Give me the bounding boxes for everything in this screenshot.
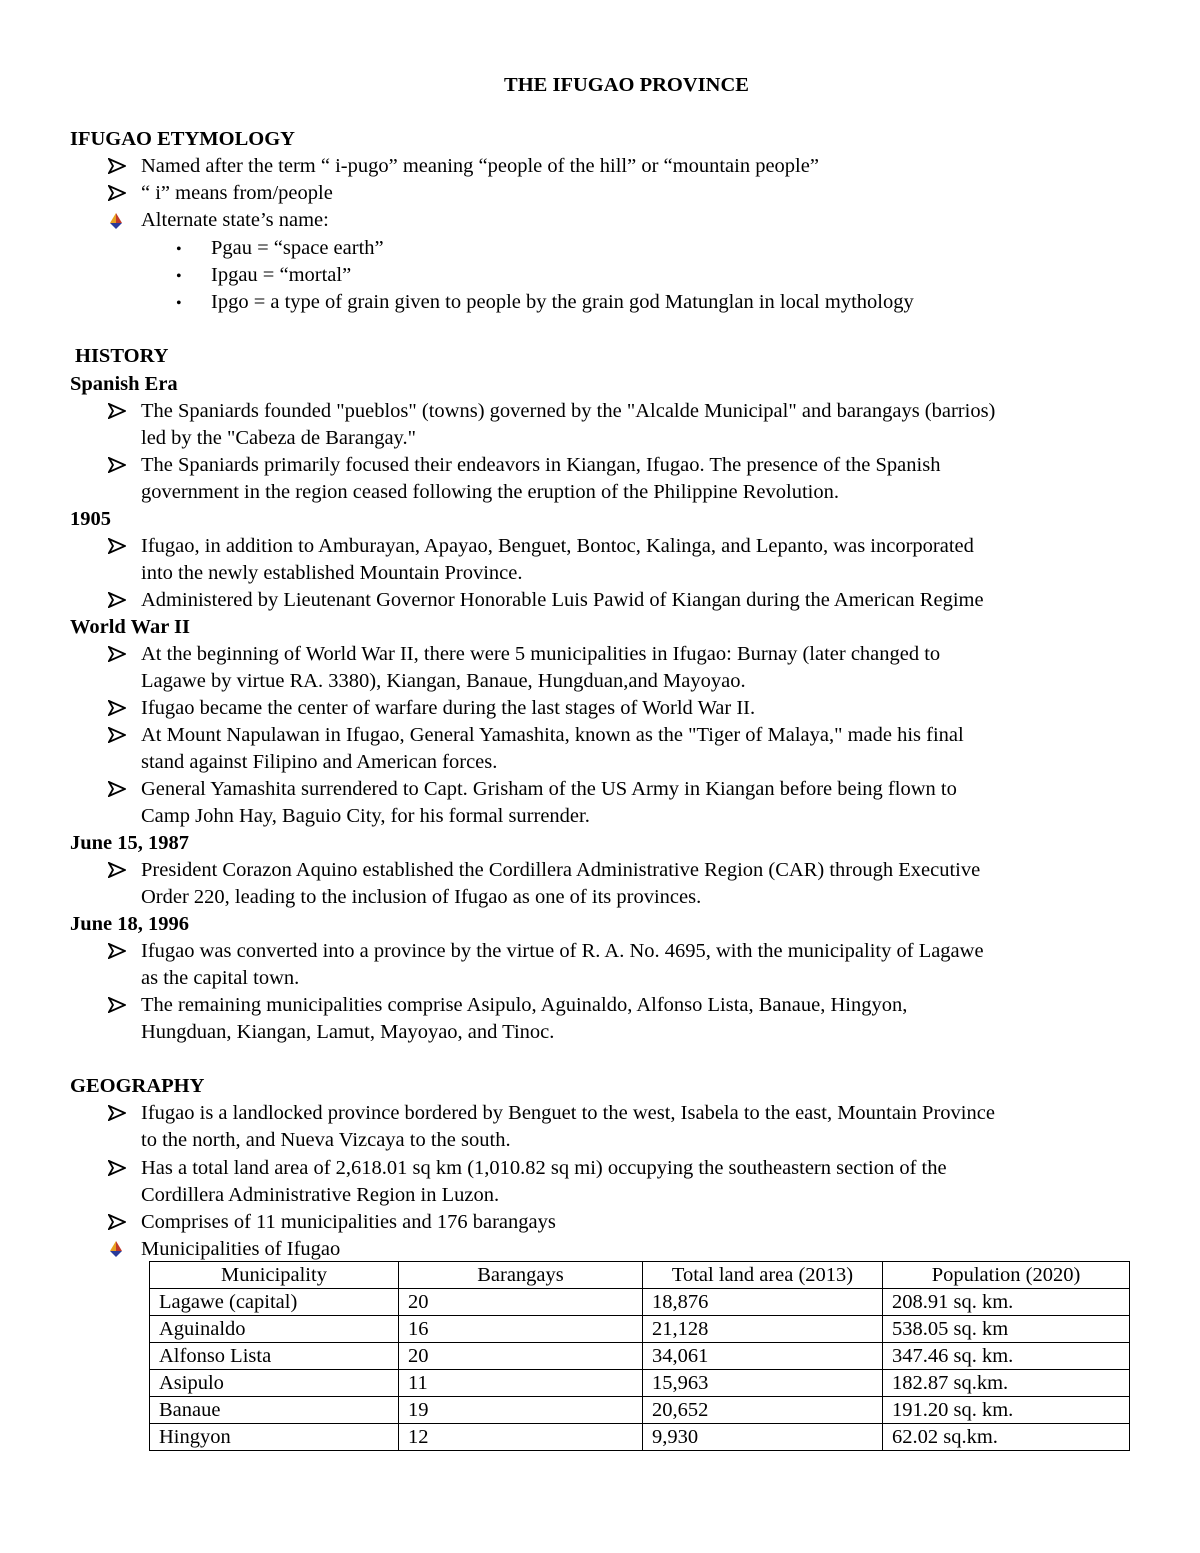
alternate-name-label: Alternate state’s name: (141, 209, 329, 231)
table-cell: 11 (399, 1370, 643, 1397)
history-line: Lagawe by virtue RA. 3380), Kiangan, Banaue, Hungduan,and Mayoyao. (141, 670, 746, 692)
arrow-bullet-icon (108, 403, 126, 419)
arrow-bullet-icon (108, 538, 126, 554)
history-line: The Spaniards primarily focused their endeavors in Kiangan, Ifugao. The presence of the Spanish (141, 454, 941, 476)
table-row (150, 1370, 1130, 1397)
column-header: Total land area (2013) (643, 1262, 883, 1289)
table-cell: 19 (399, 1397, 643, 1424)
table-row (150, 1424, 1130, 1451)
table-cell: 21,128 (643, 1316, 883, 1343)
spanish-era-heading: Spanish Era (70, 373, 178, 395)
history-line: President Corazon Aquino established the Cordillera Administrative Region (CAR) through Executive (141, 859, 981, 881)
table-cell: Asipulo (150, 1370, 399, 1397)
june-1996-heading: June 18, 1996 (70, 913, 190, 935)
dot-bullet-icon: • (176, 295, 182, 312)
table-cell: 347.46 sq. km. (883, 1343, 1130, 1370)
history-line: as the capital town. (141, 967, 300, 989)
history-line: The Spaniards founded "pueblos" (towns) governed by the "Alcalde Municipal" and barangays (barrios) (141, 400, 996, 422)
table-row (150, 1397, 1130, 1424)
table-cell: 20 (399, 1343, 643, 1370)
history-line: At the beginning of World War II, there were 5 municipalities in Ifugao: Burnay (later changed to (141, 643, 941, 665)
table-cell: 15,963 (643, 1370, 883, 1397)
history-line: General Yamashita surrendered to Capt. Grisham of the US Army in Kiangan before being flown to (141, 778, 957, 800)
arrow-bullet-icon (108, 457, 126, 473)
geography-heading: GEOGRAPHY (70, 1075, 205, 1097)
arrow-bullet-icon (108, 1214, 126, 1230)
geography-line: Cordillera Administrative Region in Luzon. (141, 1184, 500, 1206)
arrow-bullet-icon (108, 862, 126, 878)
history-line: into the newly established Mountain Province. (141, 562, 523, 584)
table-cell: 16 (399, 1316, 643, 1343)
arrow-bullet-icon (108, 592, 126, 608)
table-cell: Banaue (150, 1397, 399, 1424)
table-cell: Hingyon (150, 1424, 399, 1451)
geography-line: Ifugao is a landlocked province bordered by Benguet to the west, Isabela to the east, Mountain Province (141, 1102, 995, 1124)
table-cell: 34,061 (643, 1343, 883, 1370)
history-heading: HISTORY (75, 345, 169, 367)
table-cell: 191.20 sq. km. (883, 1397, 1130, 1424)
year-1905-heading: 1905 (70, 508, 111, 530)
etymology-heading: IFUGAO ETYMOLOGY (70, 128, 295, 150)
table-cell: Aguinaldo (150, 1316, 399, 1343)
history-line: Camp John Hay, Baguio City, for his formal surrender. (141, 805, 590, 827)
table-header-row (150, 1262, 1130, 1289)
history-line: Ifugao, in addition to Amburayan, Apayao, Benguet, Bontoc, Kalinga, and Lepanto, was incorporated (141, 535, 974, 557)
history-line: led by the "Cabeza de Barangay." (141, 427, 416, 449)
arrow-bullet-icon (108, 158, 126, 174)
dot-bullet-icon: • (176, 241, 182, 258)
history-line: Hungduan, Kiangan, Lamut, Mayoyao, and Tinoc. (141, 1021, 555, 1043)
table-cell: 18,876 (643, 1289, 883, 1316)
arrow-bullet-icon (108, 943, 126, 959)
arrow-bullet-icon (108, 781, 126, 797)
alternate-name: Ipgo = a type of grain given to people by the grain god Matunglan in local mythology (211, 291, 914, 313)
municipalities-label: Municipalities of Ifugao (141, 1238, 341, 1260)
table-cell: 208.91 sq. km. (883, 1289, 1130, 1316)
arrow-bullet-icon (108, 700, 126, 716)
june-1987-heading: June 15, 1987 (70, 832, 190, 854)
etymology-bullet: Named after the term “ i-pugo” meaning “people of the hill” or “mountain people” (141, 155, 819, 177)
etymology-bullet: “ i” means from/people (141, 182, 333, 204)
table-cell: Lagawe (capital) (150, 1289, 399, 1316)
table-cell: 62.02 sq.km. (883, 1424, 1130, 1451)
geography-line: to the north, and Nueva Vizcaya to the south. (141, 1129, 511, 1151)
table-row (150, 1316, 1130, 1343)
diamond-bullet-icon (107, 211, 125, 238)
page-title: THE IFUGAO PROVINCE (504, 74, 749, 96)
column-header: Municipality (150, 1262, 399, 1289)
history-line: Order 220, leading to the inclusion of Ifugao as one of its provinces. (141, 886, 702, 908)
geography-line: Comprises of 11 municipalities and 176 barangays (141, 1211, 556, 1233)
geography-line: Has a total land area of 2,618.01 sq km (1,010.82 sq mi) occupying the southeastern section of the (141, 1157, 947, 1179)
history-line: The remaining municipalities comprise Asipulo, Aguinaldo, Alfonso Lista, Banaue, Hingyon, (141, 994, 908, 1016)
history-line: government in the region ceased following the eruption of the Philippine Revolution. (141, 481, 839, 503)
world-war-heading: World War II (70, 616, 190, 638)
arrow-bullet-icon (108, 1160, 126, 1176)
diamond-bullet-icon (107, 1239, 125, 1266)
arrow-bullet-icon (108, 727, 126, 743)
column-header: Population (2020) (883, 1262, 1130, 1289)
alternate-name: Ipgau = “mortal” (211, 264, 352, 286)
arrow-bullet-icon (108, 185, 126, 201)
table-row (150, 1289, 1130, 1316)
table-cell: Alfonso Lista (150, 1343, 399, 1370)
table-row (150, 1343, 1130, 1370)
municipalities-table (149, 1261, 1130, 1451)
arrow-bullet-icon (108, 646, 126, 662)
history-line: At Mount Napulawan in Ifugao, General Yamashita, known as the "Tiger of Malaya," made his final (141, 724, 964, 746)
table-cell: 20,652 (643, 1397, 883, 1424)
table-cell: 9,930 (643, 1424, 883, 1451)
table-cell: 182.87 sq.km. (883, 1370, 1130, 1397)
column-header: Barangays (399, 1262, 643, 1289)
table-cell: 20 (399, 1289, 643, 1316)
history-line: Administered by Lieutenant Governor Honorable Luis Pawid of Kiangan during the American Regime (141, 589, 984, 611)
alternate-name: Pgau = “space earth” (211, 237, 384, 259)
history-line: stand against Filipino and American forces. (141, 751, 498, 773)
arrow-bullet-icon (108, 1105, 126, 1121)
arrow-bullet-icon (108, 997, 126, 1013)
dot-bullet-icon: • (176, 268, 182, 285)
history-line: Ifugao became the center of warfare during the last stages of World War II. (141, 697, 756, 719)
table-cell: 538.05 sq. km (883, 1316, 1130, 1343)
history-line: Ifugao was converted into a province by the virtue of R. A. No. 4695, with the municipality of Lagawe (141, 940, 984, 962)
table-cell: 12 (399, 1424, 643, 1451)
